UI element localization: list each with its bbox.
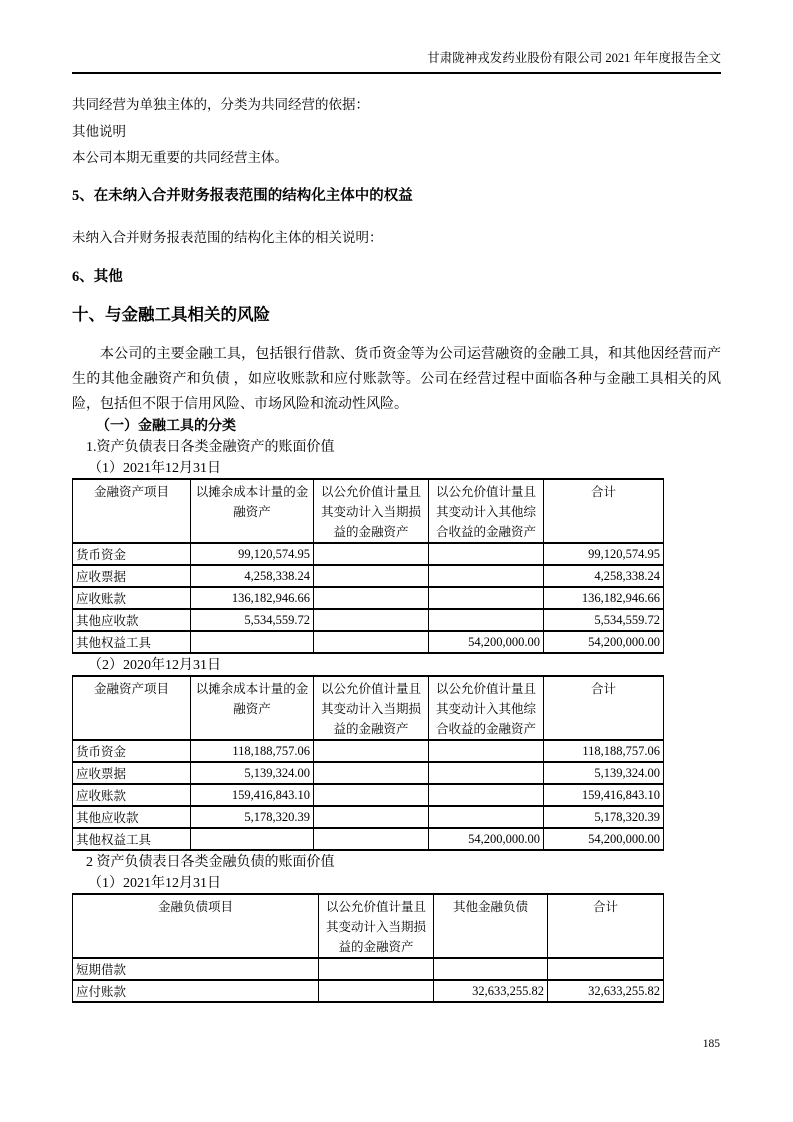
row-label: 应付账款 xyxy=(73,980,319,1002)
structured-entities-note: 未纳入合并财务报表范围的结构化主体的相关说明： xyxy=(72,230,383,245)
cell-value: 54,200,000.00 xyxy=(429,828,544,850)
subheading-classification: （一）金融工具的分类 xyxy=(96,419,236,434)
joint-operation-basis-text: 共同经营为单独主体的，分类为共同经营的依据： xyxy=(72,97,369,112)
cell-value: 159,416,843.10 xyxy=(191,784,314,806)
page-content xyxy=(72,96,721,1003)
cell-value xyxy=(314,565,429,587)
column-header: 合计 xyxy=(544,479,664,543)
cell-value xyxy=(191,828,314,850)
row-label: 应收票据 xyxy=(73,565,191,587)
cell-value xyxy=(548,958,664,980)
page-header xyxy=(72,0,721,74)
page-number: 185 xyxy=(702,1038,720,1050)
cell-value: 32,633,255.82 xyxy=(434,980,548,1002)
row-label: 货币资金 xyxy=(73,543,191,565)
cell-value xyxy=(314,609,429,631)
cell-value xyxy=(314,784,429,806)
column-header: 以公允价值计量且其变动计入其他综合收益的金融资产 xyxy=(429,676,544,740)
column-header: 以摊余成本计量的金融资产 xyxy=(191,676,314,740)
heading-structured-entities: 5、在未纳入合并财务报表范围的结构化主体中的权益 xyxy=(72,188,413,204)
table-row xyxy=(73,587,664,609)
row-label: 其他权益工具 xyxy=(73,631,191,653)
heading-other: 6、其他 xyxy=(72,269,123,285)
cell-value xyxy=(314,762,429,784)
table-row xyxy=(73,958,664,980)
column-header: 金融资产项目 xyxy=(73,479,191,543)
column-header: 金融负债项目 xyxy=(73,894,319,958)
cell-value: 5,139,324.00 xyxy=(191,762,314,784)
cell-value: 118,188,757.06 xyxy=(544,740,664,762)
cell-value xyxy=(319,980,434,1002)
cell-value xyxy=(314,740,429,762)
cell-value: 5,178,320.39 xyxy=(544,806,664,828)
table-header-row xyxy=(73,676,664,740)
cell-value: 136,182,946.66 xyxy=(191,587,314,609)
column-header: 以摊余成本计量的金融资产 xyxy=(191,479,314,543)
table-header-row xyxy=(73,479,664,543)
cell-value xyxy=(429,609,544,631)
date-liabilities-2021: （1）2021年12月31日 xyxy=(88,876,221,891)
row-label: 其他应收款 xyxy=(73,609,191,631)
row-label: 应收账款 xyxy=(73,587,191,609)
cell-value xyxy=(429,762,544,784)
cell-value xyxy=(429,587,544,609)
cell-value: 159,416,843.10 xyxy=(544,784,664,806)
cell-value: 32,633,255.82 xyxy=(548,980,664,1002)
item-assets-carrying-value: 1.资产负债表日各类金融资产的账面价值 xyxy=(86,440,335,455)
cell-value: 136,182,946.66 xyxy=(544,587,664,609)
cell-value xyxy=(191,631,314,653)
table-row xyxy=(73,565,664,587)
row-label: 其他权益工具 xyxy=(73,828,191,850)
cell-value: 118,188,757.06 xyxy=(191,740,314,762)
cell-value: 99,120,574.95 xyxy=(544,543,664,565)
cell-value xyxy=(429,565,544,587)
column-header: 以公允价值计量且其变动计入当期损益的金融资产 xyxy=(314,479,429,543)
table-row xyxy=(73,543,664,565)
report-title: 甘肃陇神戎发药业股份有限公司 2021 年年度报告全文 xyxy=(427,51,721,65)
other-note-label: 其他说明 xyxy=(72,124,126,139)
cell-value xyxy=(314,631,429,653)
intro-paragraph: 本公司的主要金融工具，包括银行借款、货币资金等为公司运营融资的金融工具，和其他因经营而产生的其他金融资产和负债 ，如应收账款和应付账款等。公司在经营过程中面临各种与金融工具相关的风险，包括但不限于信用风险、市场风险和流动性风险。 xyxy=(72,347,721,412)
table-row xyxy=(73,631,664,653)
cell-value: 4,258,338.24 xyxy=(544,565,664,587)
table-row xyxy=(73,609,664,631)
financial-assets-2020-table xyxy=(72,675,664,851)
table-row xyxy=(73,784,664,806)
row-label: 货币资金 xyxy=(73,740,191,762)
cell-value: 54,200,000.00 xyxy=(544,631,664,653)
date-assets-2021: （1）2021年12月31日 xyxy=(88,461,221,476)
heading-financial-instrument-risk: 十、与金融工具相关的风险 xyxy=(72,305,270,324)
column-header: 以公允价值计量且其变动计入当期损益的金融资产 xyxy=(319,894,434,958)
table-row xyxy=(73,828,664,850)
cell-value: 99,120,574.95 xyxy=(191,543,314,565)
row-label: 短期借款 xyxy=(73,958,319,980)
item-liabilities-carrying-value: 2 资产负债表日各类金融负债的账面价值 xyxy=(86,855,335,870)
cell-value xyxy=(319,958,434,980)
other-note-text: 本公司本期无重要的共同经营主体。 xyxy=(72,150,288,165)
cell-value xyxy=(429,784,544,806)
cell-value xyxy=(434,958,548,980)
table-header-row xyxy=(73,894,664,958)
cell-value: 5,534,559.72 xyxy=(191,609,314,631)
cell-value: 5,178,320.39 xyxy=(191,806,314,828)
table-row xyxy=(73,740,664,762)
table-row xyxy=(73,980,664,1002)
cell-value xyxy=(314,587,429,609)
table-row xyxy=(73,806,664,828)
cell-value: 54,200,000.00 xyxy=(429,631,544,653)
cell-value: 5,534,559.72 xyxy=(544,609,664,631)
cell-value xyxy=(314,828,429,850)
table-row xyxy=(73,762,664,784)
row-label: 应收票据 xyxy=(73,762,191,784)
column-header: 合计 xyxy=(548,894,664,958)
row-label: 应收账款 xyxy=(73,784,191,806)
cell-value: 4,258,338.24 xyxy=(191,565,314,587)
financial-assets-2021-table xyxy=(72,478,664,654)
column-header: 以公允价值计量且其变动计入当期损益的金融资产 xyxy=(314,676,429,740)
cell-value: 54,200,000.00 xyxy=(544,828,664,850)
column-header: 以公允价值计量且其变动计入其他综合收益的金融资产 xyxy=(429,479,544,543)
row-label: 其他应收款 xyxy=(73,806,191,828)
cell-value: 5,139,324.00 xyxy=(544,762,664,784)
cell-value xyxy=(429,806,544,828)
column-header: 合计 xyxy=(544,676,664,740)
financial-liabilities-2021-table xyxy=(72,893,664,1003)
column-header: 金融资产项目 xyxy=(73,676,191,740)
cell-value xyxy=(314,543,429,565)
cell-value xyxy=(314,806,429,828)
date-assets-2020: （2）2020年12月31日 xyxy=(88,658,221,673)
cell-value xyxy=(429,740,544,762)
column-header: 其他金融负债 xyxy=(434,894,548,958)
cell-value xyxy=(429,543,544,565)
